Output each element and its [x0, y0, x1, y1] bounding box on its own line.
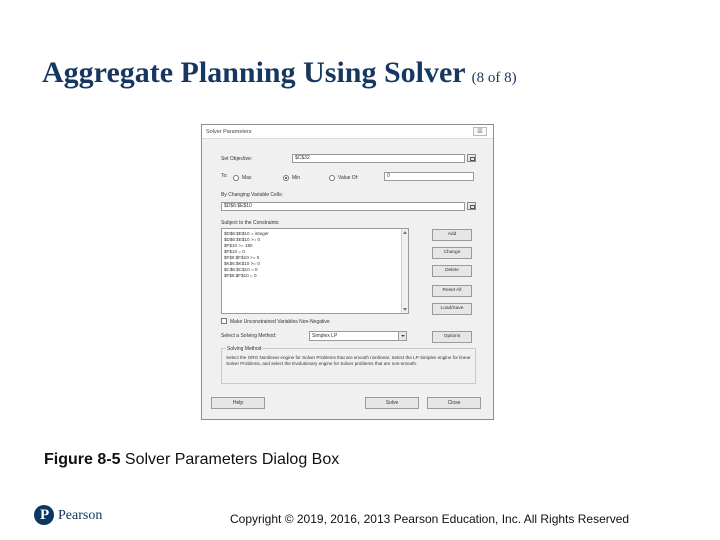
- close-button[interactable]: Close: [427, 397, 481, 409]
- delete-button[interactable]: Delete: [432, 265, 472, 277]
- copyright-text: Copyright © 2019, 2016, 2013 Pearson Education, Inc. All Rights Reserved: [230, 512, 630, 526]
- scroll-up-icon[interactable]: [403, 231, 407, 234]
- changing-cells-ref-icon[interactable]: [467, 202, 476, 210]
- solving-method-group: [221, 348, 476, 384]
- solver-parameters-dialog: [201, 124, 494, 420]
- unconstrained-checkbox[interactable]: [221, 318, 227, 324]
- help-button[interactable]: Help: [211, 397, 265, 409]
- constraint-item[interactable]: $D$6:$E$10 = integer: [224, 231, 269, 236]
- figure-number: Figure 8-5: [44, 451, 121, 468]
- to-label: To:: [221, 173, 228, 179]
- constraints-scrollbar[interactable]: [401, 229, 408, 313]
- pearson-wordmark: Pearson: [58, 508, 103, 523]
- figure-caption: [44, 451, 339, 469]
- load-save-button[interactable]: Load/Save: [432, 303, 472, 315]
- figure-caption-text: Solver Parameters Dialog Box: [120, 451, 340, 468]
- value-of-input[interactable]: 0: [384, 172, 474, 181]
- solving-method-title: Solving Method: [227, 346, 262, 352]
- slide-title-text: Aggregate Planning Using Solver: [42, 56, 466, 89]
- constraint-item[interactable]: $F$10 >= 180: [224, 243, 253, 248]
- radio-min[interactable]: [283, 175, 289, 181]
- objective-label: Set Objective:: [221, 156, 253, 162]
- dialog-title: Solver Parameters: [206, 129, 252, 135]
- radio-value-of[interactable]: [329, 175, 335, 181]
- chevron-down-icon[interactable]: [398, 332, 406, 340]
- changing-cells-label: By Changing Variable Cells:: [221, 192, 283, 198]
- solving-method-description: Select the GRG Nonlinear engine for Solver Problems that are smooth nonlinear. Select the LP Simplex engine for linear Solver Problems, and select the Evolutionary engine for Solver problems that are non-smooth.: [226, 355, 471, 366]
- change-button[interactable]: Change: [432, 247, 472, 259]
- changing-cells-input[interactable]: $D$6:$E$10: [221, 202, 465, 211]
- constraint-item[interactable]: $K$6:$K$10 >= 0: [224, 261, 260, 266]
- slide-title: [42, 56, 517, 90]
- scroll-down-icon[interactable]: [403, 308, 407, 311]
- solve-button[interactable]: Solve: [365, 397, 419, 409]
- reset-all-button[interactable]: Reset All: [432, 285, 472, 297]
- constraint-item[interactable]: $C$6:$C$10 = 0: [224, 267, 258, 272]
- pearson-logo-icon: P: [34, 505, 54, 525]
- constraint-item[interactable]: $F$10 = 0: [224, 249, 245, 254]
- radio-max-label: Max: [242, 175, 252, 181]
- radio-min-label: Min: [292, 175, 301, 181]
- solving-method-value: Simplex LP: [312, 333, 338, 339]
- constraint-item[interactable]: $F$6:$F$10 >= 0: [224, 255, 260, 260]
- dialog-titlebar: [202, 125, 493, 139]
- options-button[interactable]: Options: [432, 331, 472, 343]
- constraints-list[interactable]: [221, 228, 409, 314]
- radio-max[interactable]: [233, 175, 239, 181]
- unconstrained-label: Make Unconstrained Variables Non-Negative: [230, 319, 330, 325]
- objective-input[interactable]: $C$32: [292, 154, 465, 163]
- slide-title-suffix: (8 of 8): [471, 70, 517, 86]
- objective-ref-icon[interactable]: [467, 154, 476, 162]
- method-label: Select a Solving Method:: [221, 333, 277, 339]
- constraints-label: Subject to the Constraints:: [221, 220, 280, 226]
- radio-value-of-label: Value Of:: [338, 175, 359, 181]
- constraint-item[interactable]: $D$6:$E$10 >= 0: [224, 237, 261, 242]
- close-icon[interactable]: ☒: [473, 127, 487, 136]
- add-button[interactable]: Add: [432, 229, 472, 241]
- solving-method-select[interactable]: [309, 331, 407, 341]
- constraint-item[interactable]: $F$6:$F$10 = 0: [224, 273, 257, 278]
